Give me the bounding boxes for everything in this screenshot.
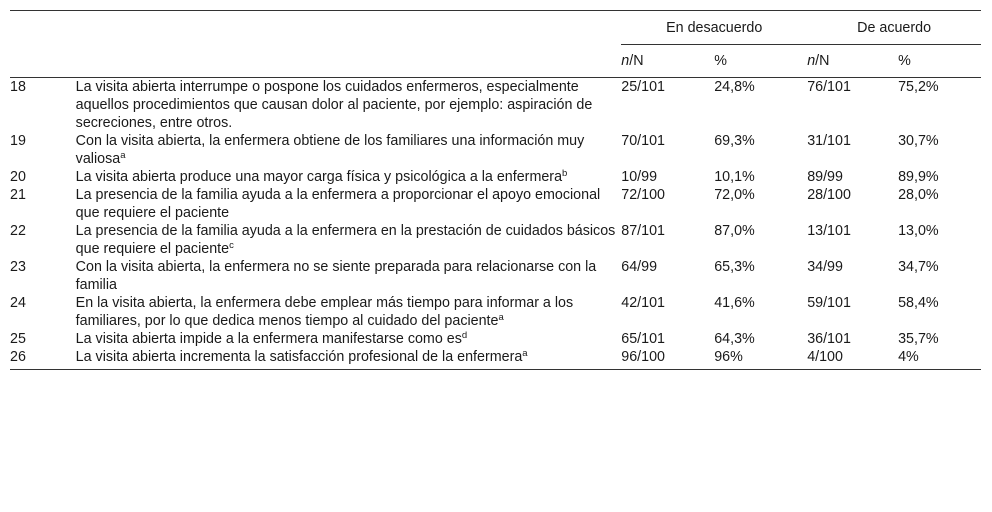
agree-pct <box>898 132 981 168</box>
disagree-pct <box>714 258 807 294</box>
item-number <box>10 168 76 186</box>
item-number-text: 20 <box>10 169 26 185</box>
agree-pct-text: 58,4% <box>898 295 939 311</box>
survey-table <box>10 10 981 370</box>
agree-n-text: 59/101 <box>807 295 851 311</box>
agree-n <box>807 132 898 168</box>
agree-pct-text: 30,7% <box>898 133 939 149</box>
disagree-pct-text: 87,0% <box>714 223 755 239</box>
disagree-n <box>621 258 714 294</box>
agree-pct <box>898 186 981 222</box>
disagree-pct-text: 64,3% <box>714 331 755 347</box>
disagree-pct-text: 24,8% <box>714 79 755 95</box>
agree-n-text: 31/101 <box>807 133 851 149</box>
item-text-text: La presencia de la familia ayuda a la enfermera a proporcionar el apoyo emocional que requiere el paciente <box>75 187 601 221</box>
table-row <box>10 294 981 330</box>
agree-n-text: 4/100 <box>807 349 843 365</box>
item-text <box>76 348 622 370</box>
table-row <box>10 132 981 168</box>
disagree-n-text: 87/101 <box>621 223 666 239</box>
agree-n <box>807 330 898 348</box>
disagree-pct-text: 72,0% <box>714 187 755 203</box>
header-agree-group <box>807 11 981 45</box>
disagree-n <box>621 330 714 348</box>
item-text-text: Con la visita abierta, la enfermera no se siente preparada para relacionarse con la familia <box>75 259 597 293</box>
table-row <box>10 258 981 294</box>
agree-pct-text: 75,2% <box>898 79 939 95</box>
n-italic: n <box>621 53 630 69</box>
item-text-text: La visita abierta impide a la enfermera manifestarse como es <box>75 331 462 347</box>
agree-n-text: 34/99 <box>807 259 843 275</box>
footnote-marker: a <box>522 348 528 359</box>
subheader-disagree-pct <box>714 45 807 78</box>
item-number <box>10 132 76 168</box>
disagree-n-text: 64/99 <box>621 259 658 275</box>
pct-label: % <box>898 53 911 69</box>
disagree-n-text: 72/100 <box>621 187 666 203</box>
disagree-n-text: 65/101 <box>621 331 666 347</box>
disagree-n-text: 25/101 <box>621 79 666 95</box>
header-blank <box>10 11 621 45</box>
subheader-disagree-n <box>621 45 714 78</box>
item-number-text: 25 <box>10 331 26 347</box>
agree-pct-text: 13,0% <box>898 223 939 239</box>
item-text-text: En la visita abierta, la enfermera debe emplear más tiempo para informar a los familiares, por lo que dedica menos tiempo al cuidado del paciente <box>75 295 574 329</box>
group-header-row <box>10 11 981 45</box>
agree-n-text: 89/99 <box>807 169 843 185</box>
item-text-text: La visita abierta incrementa la satisfacción profesional de la enfermera <box>75 349 523 365</box>
footnote-marker: a <box>498 312 504 323</box>
agree-pct <box>898 168 981 186</box>
item-number-text: 26 <box>10 349 26 365</box>
disagree-pct <box>714 186 807 222</box>
header-agree-label: De acuerdo <box>857 19 932 36</box>
footnote-marker: b <box>562 168 568 179</box>
disagree-n <box>621 348 714 370</box>
agree-pct <box>898 330 981 348</box>
item-text <box>76 168 622 186</box>
disagree-pct <box>714 222 807 258</box>
item-text-text: La visita abierta produce una mayor carga física y psicológica a la enfermera <box>75 169 563 185</box>
item-text <box>76 186 622 222</box>
item-text <box>76 294 622 330</box>
n-suffix: /N <box>815 53 830 69</box>
agree-pct-text: 35,7% <box>898 331 939 347</box>
item-number <box>10 294 76 330</box>
item-number <box>10 258 76 294</box>
item-text <box>76 258 622 294</box>
item-number-text: 19 <box>10 133 26 149</box>
item-number-text: 18 <box>10 79 26 95</box>
disagree-n-text: 70/101 <box>621 133 666 149</box>
pct-label: % <box>714 53 727 69</box>
item-text <box>76 330 622 348</box>
n-suffix: /N <box>629 53 644 69</box>
item-text-text: La visita abierta interrumpe o pospone los cuidados enfermeros, especialmente aquellos procedimientos que causan dolor al paciente, por ejemplo: aspiración de secreciones, entre otros. <box>75 79 593 131</box>
disagree-pct-text: 10,1% <box>714 169 755 185</box>
agree-pct-text: 89,9% <box>898 169 939 185</box>
agree-pct <box>898 294 981 330</box>
item-number <box>10 330 76 348</box>
agree-pct <box>898 78 981 133</box>
table-row <box>10 222 981 258</box>
disagree-n-text: 42/101 <box>621 295 666 311</box>
disagree-n-text: 96/100 <box>621 349 666 365</box>
agree-pct <box>898 348 981 370</box>
table-row <box>10 168 981 186</box>
disagree-pct <box>714 168 807 186</box>
disagree-pct <box>714 330 807 348</box>
footnote-marker: c <box>229 240 234 251</box>
subheader-row <box>10 45 981 78</box>
table-row <box>10 348 981 370</box>
item-number-text: 21 <box>10 187 26 203</box>
disagree-n <box>621 186 714 222</box>
disagree-n-text: 10/99 <box>621 169 658 185</box>
agree-n <box>807 222 898 258</box>
subheader-blank <box>10 45 621 78</box>
disagree-n <box>621 222 714 258</box>
header-disagree-group <box>621 11 807 45</box>
disagree-pct-text: 41,6% <box>714 295 755 311</box>
agree-n <box>807 348 898 370</box>
item-number <box>10 222 76 258</box>
footnote-marker: d <box>461 330 468 341</box>
item-text <box>76 132 622 168</box>
agree-n <box>807 78 898 133</box>
agree-n-text: 76/101 <box>807 79 851 95</box>
item-number <box>10 78 76 133</box>
disagree-pct-text: 69,3% <box>714 133 755 149</box>
footnote-marker: a <box>120 150 126 161</box>
agree-pct-text: 34,7% <box>898 259 939 275</box>
agree-pct-text: 28,0% <box>898 187 939 203</box>
agree-pct <box>898 222 981 258</box>
disagree-pct <box>714 294 807 330</box>
disagree-n <box>621 132 714 168</box>
subheader-agree-pct <box>898 45 981 78</box>
table-row <box>10 330 981 348</box>
header-disagree-label: En desacuerdo <box>666 19 763 36</box>
disagree-pct <box>714 132 807 168</box>
table-row <box>10 78 981 133</box>
item-text <box>76 78 622 133</box>
item-text <box>76 222 622 258</box>
item-number <box>10 348 76 370</box>
item-text-text: La presencia de la familia ayuda a la enfermera en la prestación de cuidados básicos que requiere el paciente <box>75 223 616 257</box>
agree-n-text: 13/101 <box>807 223 851 239</box>
disagree-pct-text: 65,3% <box>714 259 755 275</box>
disagree-pct <box>714 78 807 133</box>
disagree-n <box>621 78 714 133</box>
item-number <box>10 186 76 222</box>
agree-n <box>807 186 898 222</box>
agree-pct-text: 4% <box>898 349 919 365</box>
disagree-pct <box>714 348 807 370</box>
item-text-text: Con la visita abierta, la enfermera obtiene de los familiares una información muy valiosa <box>75 133 585 167</box>
item-number-text: 22 <box>10 223 26 239</box>
disagree-n <box>621 168 714 186</box>
table-row <box>10 186 981 222</box>
agree-pct <box>898 258 981 294</box>
n-italic: n <box>807 53 816 69</box>
table-body <box>10 78 981 370</box>
agree-n <box>807 258 898 294</box>
item-number-text: 23 <box>10 259 26 275</box>
item-number-text: 24 <box>10 295 26 311</box>
agree-n-text: 28/100 <box>807 187 851 203</box>
agree-n <box>807 168 898 186</box>
agree-n <box>807 294 898 330</box>
disagree-pct-text: 96% <box>714 349 743 365</box>
disagree-n <box>621 294 714 330</box>
agree-n-text: 36/101 <box>807 331 851 347</box>
subheader-agree-n <box>807 45 898 78</box>
